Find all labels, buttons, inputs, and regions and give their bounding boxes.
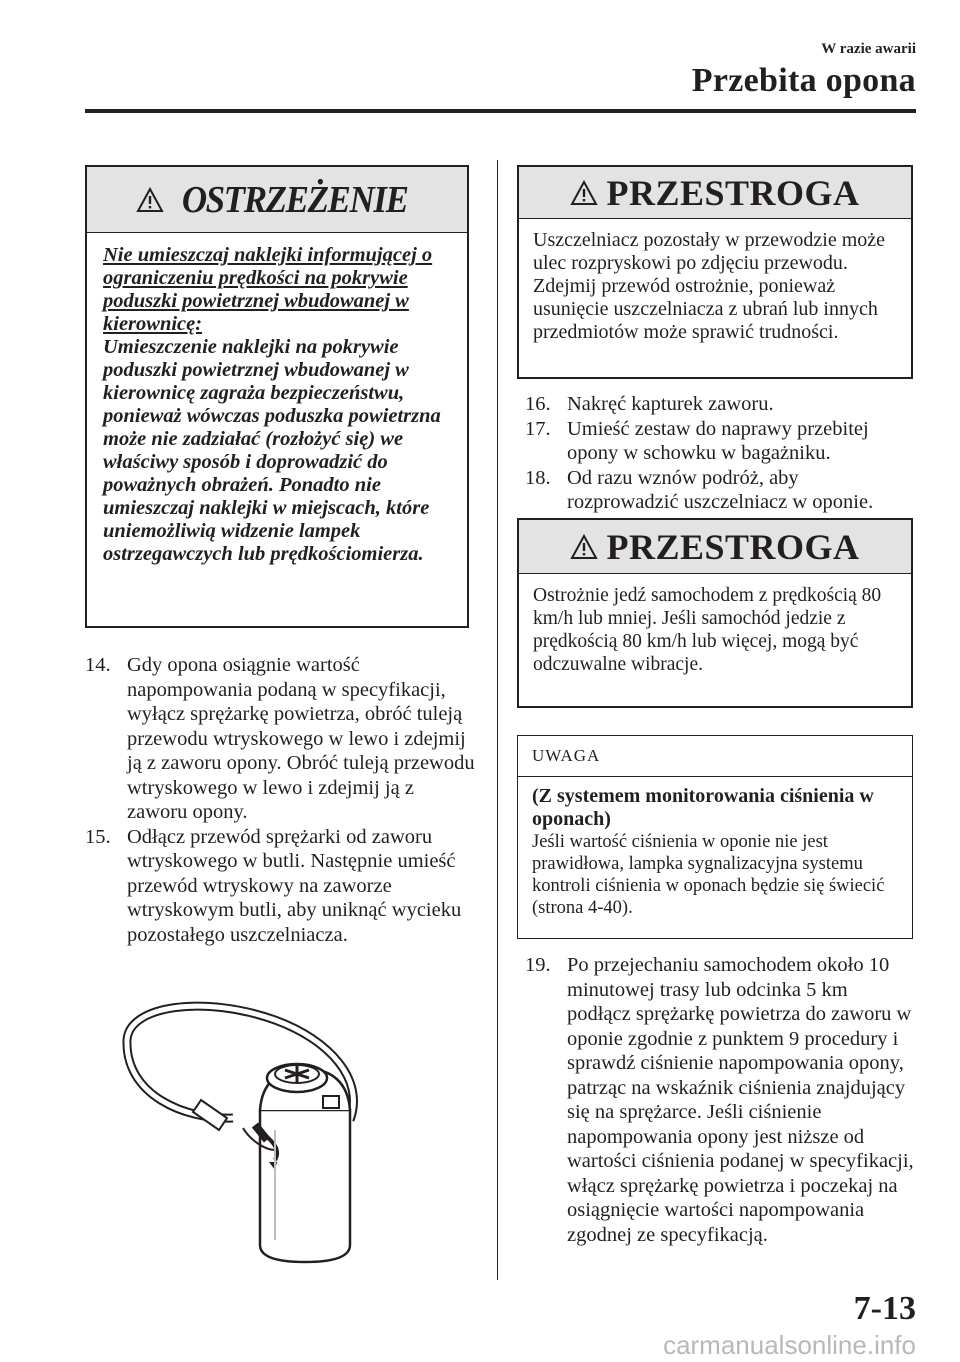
caution-1-text: Uszczelniacz pozostały w przewodzie może ulec rozpryskowi po zdjęciu przewodu. Zdejmij przewód ostrożnie, ponieważ usunięcie uszczelniacza z ubrań lub innych przedmiotów może sprawić trudności.	[533, 229, 886, 343]
caution-2-header	[519, 520, 911, 574]
note-text	[518, 777, 912, 929]
caution-2-title: PRZESTROGA	[606, 526, 860, 567]
warning-box	[85, 165, 469, 628]
caution-2-text: Ostrożnie jedź samochodem z prędkością 80 km/h lub mniej. Jeśli samochód jedzie z prędkością 80 km/h lub więcej, mogą być odczuwalne wibracje.	[533, 585, 882, 675]
steps-right-a	[525, 392, 915, 515]
note-box	[517, 735, 913, 939]
page-title: Przebita opona	[691, 62, 916, 99]
steps-left	[85, 653, 475, 947]
warning-body-text: Umieszczenie naklejki na pokrywie poduszki powietrznej wbudowanej w kierownicę zagraża bezpieczeństwu, ponieważ wówczas poduszka powietrzna może nie zadziałać (rozłożyć się) we właściwy sposób i doprowadzić do poważnych obrażeń. Ponadto nie umieszczaj naklejki w miejscach, które uniemożliwią widzenie lampek ostrzegawczych lub prędkościomierza.	[103, 336, 441, 565]
header-rule	[85, 109, 916, 113]
column-divider	[497, 160, 498, 1280]
step-number: 19.	[525, 954, 551, 976]
warning-text	[87, 233, 467, 577]
caution-box-2	[517, 518, 913, 708]
step-19	[525, 953, 915, 1247]
step-number: 16.	[525, 393, 551, 415]
warning-triangle-icon	[570, 534, 598, 560]
step-text: Gdy opona osiągnie wartość napompowania podaną w specyfikacji, wyłącz sprężarkę powietrza, obróć tuleją przewodu wtryskowego w lewo i zdejmij ją z zaworu opony. Obróć tuleją przewodu wtryskowego w lewo i zdejmij ją z zaworu opony.	[127, 654, 475, 823]
page-number: 7-13	[853, 1290, 916, 1327]
note-subtitle: (Z systemem monitorowania ciśnienia w oponach)	[532, 785, 874, 830]
warning-triangle-icon	[570, 180, 598, 206]
step-18	[525, 466, 915, 515]
watermark: carmanualsonline.info	[663, 1330, 916, 1360]
step-text: Po przejechaniu samochodem około 10 minutowej trasy lub odcinka 5 km podłącz sprężarkę powietrza do zaworu w oponie zgodnie z punktem 9 procedury i sprawdź ciśnienie napompowania opony, patrząc na wskaźnik ciśnienia znajdujący się na sprężarce. Jeśli ciśnienie napompowania opony jest niższe od wartości ciśnienia podanej w specyfikacji, włącz sprężarkę powietrza i poczekaj na osiągnięcie wartości napompowania zgodnej ze specyfikacją.	[567, 954, 914, 1246]
step-14	[85, 653, 475, 825]
step-text: Od razu wznów podróż, aby rozprowadzić uszczelniacz w oponie.	[567, 466, 874, 513]
step-15	[85, 825, 475, 948]
step-16	[525, 392, 915, 417]
warning-title: OSTRZEŻENIE	[182, 178, 408, 221]
step-number: 18.	[525, 466, 551, 489]
step-text: Umieść zestaw do naprawy przebitej opony w schowku w bagażniku.	[567, 417, 869, 464]
step-number: 14.	[85, 654, 111, 676]
warning-header	[87, 167, 467, 233]
step-text: Odłącz przewód sprężarki od zaworu wtryskowego w butli. Następnie umieść przewód wtryskowy na zaworze wtryskowym butli, aby uniknąć wycieku pozostałego uszczelniacza.	[127, 825, 462, 946]
sealant-bottle-illustration	[115, 1000, 375, 1270]
caution-1-header	[519, 167, 911, 219]
warning-triangle-icon	[136, 187, 164, 213]
section-label: W razie awarii	[821, 41, 916, 57]
steps-right-b	[525, 953, 915, 1247]
note-title: UWAGA	[518, 736, 912, 777]
step-17	[525, 417, 915, 466]
caution-box-1	[517, 165, 913, 379]
step-number: 17.	[525, 417, 551, 440]
caution-1-title: PRZESTROGA	[606, 172, 860, 213]
step-text: Nakręć kapturek zaworu.	[567, 393, 774, 415]
step-number: 15.	[85, 825, 111, 848]
note-body-text: Jeśli wartość ciśnienia w oponie nie jest prawidłowa, lampka sygnalizacyjna systemu kontroli ciśnienia w oponach będzie się świecić (strona 4-40).	[532, 832, 885, 918]
warning-underlined-text: Nie umieszczaj naklejki informującej o ograniczeniu prędkości na pokrywie poduszki powietrznej wbudowanej w kierownicę:	[103, 244, 433, 335]
